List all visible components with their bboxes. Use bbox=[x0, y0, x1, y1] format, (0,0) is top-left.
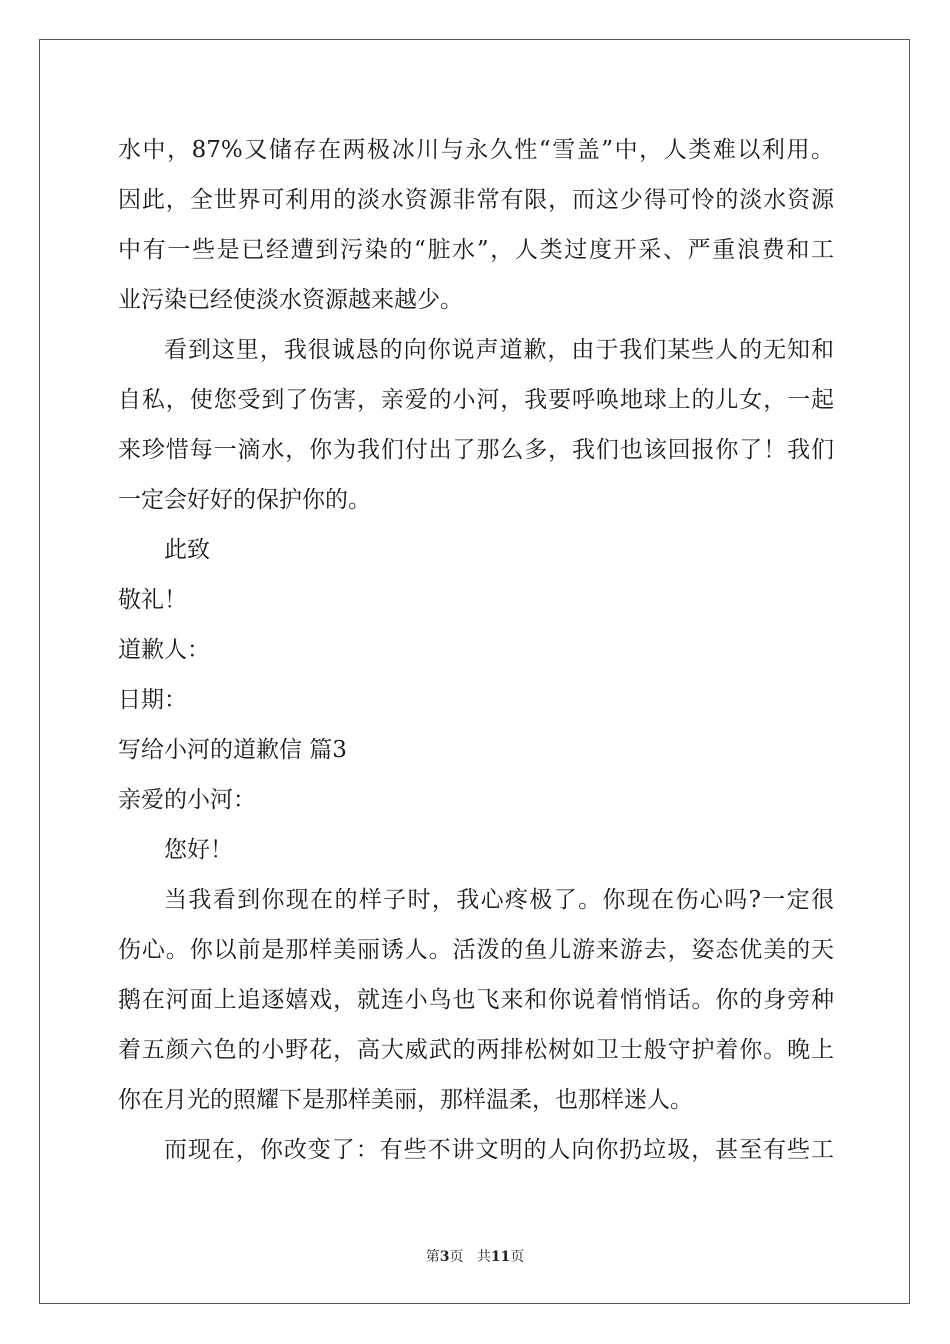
text-line bbox=[118, 975, 834, 1025]
text-line bbox=[118, 675, 834, 725]
text-line-content: 鹅在河面上追逐嬉戏，就连小鸟也飞来和你说着悄悄话。你的身旁种 bbox=[118, 987, 834, 1013]
text-line bbox=[118, 225, 834, 275]
total-prefix: 共 bbox=[476, 1249, 491, 1265]
text-line-content: 业污染已经使淡水资源越来越少。 bbox=[118, 287, 463, 313]
text-line bbox=[118, 725, 834, 775]
text-line-content: 您好！ bbox=[164, 837, 233, 863]
text-line-content: 日期： bbox=[118, 687, 187, 713]
text-line-content: 敬礼！ bbox=[118, 587, 187, 613]
page-number: 3 bbox=[439, 1249, 450, 1265]
text-line-content: 当我看到你现在的样子时，我心疼极了。你现在伤心吗?一定很 bbox=[164, 887, 834, 913]
text-line-content: 你在月光的照耀下是那样美丽，那样温柔，也那样迷人。 bbox=[118, 1087, 693, 1113]
text-line-content: 此致 bbox=[164, 537, 210, 563]
document-body bbox=[118, 125, 834, 1175]
text-line-content: 中有一些是已经遭到污染的“脏水”，人类过度开采、严重浪费和工 bbox=[118, 237, 834, 263]
text-line bbox=[118, 425, 834, 475]
text-line bbox=[118, 775, 834, 825]
total-pages: 11 bbox=[490, 1249, 511, 1265]
text-line bbox=[118, 575, 834, 625]
text-line-content: 水中，87%又储存在两极冰川与永久性“雪盖”中，人类难以利用。 bbox=[118, 137, 834, 163]
text-line-content: 自私，使您受到了伤害，亲爱的小河，我要呼唤地球上的儿女，一起 bbox=[118, 387, 834, 413]
text-line-content: 伤心。你以前是那样美丽诱人。活泼的鱼儿游来游去，姿态优美的天 bbox=[118, 937, 834, 963]
text-line bbox=[118, 1075, 834, 1125]
text-line-content: 因此，全世界可利用的淡水资源非常有限，而这少得可怜的淡水资源 bbox=[118, 187, 834, 213]
text-line-content: 来珍惜每一滴水，你为我们付出了那么多，我们也该回报你了！我们 bbox=[118, 437, 834, 463]
text-line bbox=[118, 475, 834, 525]
text-line bbox=[118, 625, 834, 675]
text-line-content: 着五颜六色的小野花，高大威武的两排松树如卫士般守护着你。晚上 bbox=[118, 1037, 834, 1063]
text-line bbox=[118, 1125, 834, 1175]
text-line bbox=[118, 875, 834, 925]
text-line-content: 一定会好好的保护你的。 bbox=[118, 487, 371, 513]
text-line bbox=[118, 375, 834, 425]
page-prefix: 第 bbox=[425, 1249, 440, 1265]
total-suffix: 页 bbox=[510, 1249, 525, 1265]
page-suffix: 页 bbox=[449, 1249, 464, 1265]
text-line bbox=[118, 325, 834, 375]
text-line bbox=[118, 825, 834, 875]
text-line bbox=[118, 1025, 834, 1075]
text-line-content: 道歉人： bbox=[118, 637, 210, 663]
text-line-content: 写给小河的道歉信 篇3 bbox=[118, 737, 347, 763]
text-line bbox=[118, 275, 834, 325]
text-line bbox=[118, 125, 834, 175]
text-line-content: 看到这里，我很诚恳的向你说声道歉，由于我们某些人的无知和 bbox=[164, 337, 834, 363]
text-line bbox=[118, 525, 834, 575]
text-line bbox=[118, 925, 834, 975]
page-footer bbox=[0, 1246, 950, 1266]
text-line-content: 亲爱的小河： bbox=[118, 787, 256, 813]
text-line bbox=[118, 175, 834, 225]
text-line-content: 而现在，你改变了：有些不讲文明的人向你扔垃圾，甚至有些工 bbox=[164, 1137, 834, 1163]
